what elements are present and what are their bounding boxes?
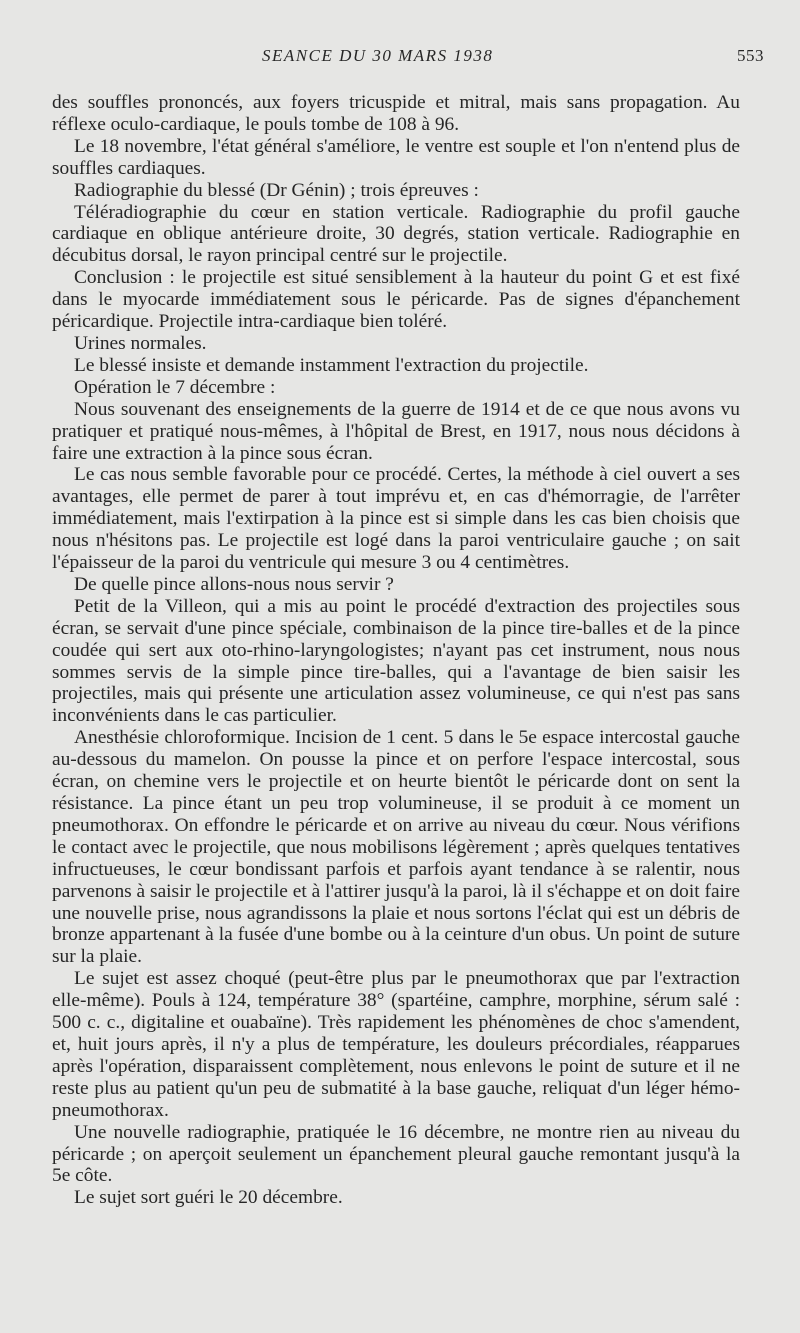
paragraph: Le sujet sort guéri le 20 décembre. bbox=[74, 1187, 343, 1209]
paragraph: Une nouvelle radiographie, pratiquée le 16 décembre, ne montre rien au niveau du péricarde ; on aperçoit seulement un épanchement pleural gauche remontant jusqu'à la 5e côte. bbox=[52, 1121, 740, 1187]
paragraph: Conclusion : le projectile est situé sensiblement à la hauteur du point G et est fixé dans le myocarde immédiatement sous le péricarde. Pas de signes d'épanchement péricardique. Projectile intra-cardiaque bien toléré. bbox=[52, 267, 740, 333]
running-header bbox=[52, 46, 764, 70]
paragraph: Radiographie du blessé (Dr Génin) ; trois épreuves : bbox=[74, 179, 479, 201]
paragraph: De quelle pince allons-nous nous servir ? bbox=[74, 573, 394, 595]
article-body bbox=[52, 92, 740, 1209]
paragraph: Téléradiographie du cœur en station verticale. Radiographie du profil gauche cardiaque en oblique antérieure droite, 30 degrés, station verticale. Radiographie en décubitus dorsal, le rayon principal centré sur le projectile. bbox=[52, 201, 740, 267]
paragraph: Nous souvenant des enseignements de la guerre de 1914 et de ce que nous avons vu pratiquer et pratiqué nous-mêmes, à l'hôpital de Brest, en 1917, nous nous décidons à faire une extraction à la pince sous écran. bbox=[52, 398, 740, 464]
paragraph: Urines normales. bbox=[74, 332, 207, 354]
paragraph: Petit de la Villeon, qui a mis au point le procédé d'extraction des projectiles sous écran, se servait d'une pince spéciale, combinaison de la pince tire-balles et de la pince coudée qui sert aux oto-rhino-laryngologistes; n'ayant pas cet instrument, nous nous sommes servis de la simple pince tire-balles, qui a l'avantage de bien saisir les projectiles, mais qui présente une articulation assez volumineuse, ce qui n'est pas sans inconvénients dans le cas particulier. bbox=[52, 595, 740, 727]
page-number: 553 bbox=[737, 46, 764, 65]
paragraph: Le blessé insiste et demande instamment l'extraction du projectile. bbox=[74, 354, 589, 376]
running-title: SEANCE DU 30 MARS 1938 bbox=[262, 46, 494, 65]
paragraph: Anesthésie chloroformique. Incision de 1 cent. 5 dans le 5e espace intercostal gauche au-dessous du mamelon. On pousse la pince et on perfore l'espace intercostal, sous écran, on chemine vers le projectile et on heurte bientôt le péricarde dont on sent la résistance. La pince étant un peu trop volumineuse, il se produit à ce moment un pneumothorax. On effondre le péricarde et on arrive au niveau du cœur. Nous vérifions le contact avec le projectile, que nous mobilisons légèrement ; après quelques tentatives infructueuses, le cœur bondissant parfois et parfois ayant tendance à se ralentir, nous parvenons à saisir le projectile et à l'attirer jusqu'à la paroi, là il s'échappe et on doit faire une nouvelle prise, nous agrandissons la plaie et nous sortons l'éclat qui est un débris de bronze appartenant à la fusée d'une bombe ou à la ceinture d'un obus. Un point de suture sur la plaie. bbox=[52, 727, 740, 968]
paragraph: Le cas nous semble favorable pour ce procédé. Certes, la méthode à ciel ouvert a ses avantages, elle permet de parer à tout imprévu et, en cas d'hémorragie, de l'arrêter immédiatement, mais l'extirpation à la pince est si simple dans les cas bien choisis que nous n'hésitons pas. Le projectile est logé dans la paroi ventriculaire gauche ; on sait l'épaisseur de la paroi du ventricule qui mesure 3 ou 4 centimètres. bbox=[52, 464, 740, 574]
paragraph: Le 18 novembre, l'état général s'améliore, le ventre est souple et l'on n'entend plus de souffles cardiaques. bbox=[52, 135, 740, 179]
paragraph: Le sujet est assez choqué (peut-être plus par le pneumothorax que par l'extraction elle-même). Pouls à 124, température 38° (spartéine, camphre, morphine, sérum salé : 500 c. c., digitaline et ouabaïne). Très rapidement les phénomènes de choc s'amendent, et, huit jours après, il n'y a plus de température, les douleurs précordiales, réapparues après l'opération, disparaissent complètement, nous enlevons le point de suture et il ne reste plus au patient qu'un peu de submatité à la base gauche, reliquat d'un léger hémo-pneumothorax. bbox=[52, 968, 740, 1121]
paragraph: des souffles prononcés, aux foyers tricuspide et mitral, mais sans propagation. Au réflexe oculo-cardiaque, le pouls tombe de 108 à 96. bbox=[52, 92, 740, 135]
paragraph: Opération le 7 décembre : bbox=[74, 376, 276, 398]
